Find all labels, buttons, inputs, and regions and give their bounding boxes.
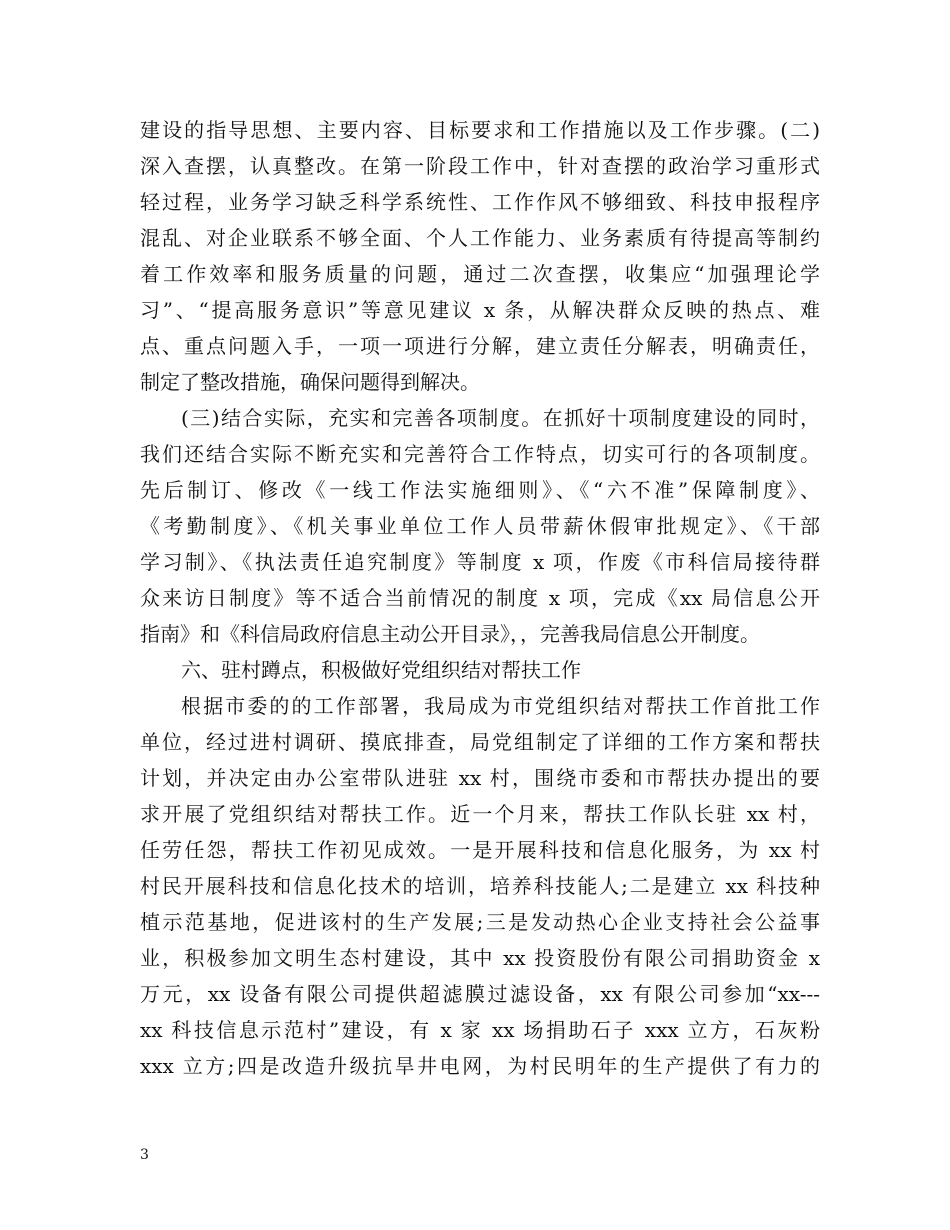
text-line: 深入查摆，认真整改。在第一阶段工作中，针对查摆的政治学习重形式 <box>140 154 820 178</box>
text-line: xx 科技信息示范村”建设，有 x 家 xx 场捐助石子 xxx 立方，石灰粉 <box>140 1018 820 1042</box>
text-line: 任劳任怨，帮扶工作初见成效。一是开展科技和信息化服务，为 xx 村 <box>140 838 820 862</box>
text-line: 点、重点问题入手，一项一项进行分解，建立责任分解表，明确责任， <box>140 334 820 358</box>
text-line: 单位，经过进村调研、摸底排查，局党组制定了详细的工作方案和帮扶 <box>140 730 820 754</box>
text-line: 植示范基地，促进该村的生产发展;三是发动热心企业支持社会公益事 <box>140 910 820 934</box>
text-line: 村民开展科技和信息化技术的培训，培养科技能人;二是建立 xx 科技种 <box>140 874 820 898</box>
text-line: 我们还结合实际不断充实和完善符合工作特点，切实可行的各项制度。 <box>140 442 820 466</box>
text-line: 先后制订、修改《一线工作法实施细则》、《“六不准”保障制度》、 <box>140 478 820 502</box>
text-line: 计划，并决定由办公室带队进驻 xx 村，围绕市委和市帮扶办提出的要 <box>140 766 820 790</box>
text-line: 轻过程，业务学习缺乏科学系统性、工作作风不够细致、科技申报程序 <box>140 190 820 214</box>
text-line: 学习制》、《执法责任追究制度》等制度 x 项，作废《市科信局接待群 <box>140 550 820 574</box>
paragraph-start: (三)结合实际，充实和完善各项制度。在抓好十项制度建设的同时， <box>181 406 820 430</box>
text-line: xxx 立方;四是改造升级抗旱井电网，为村民明年的生产提供了有力的 <box>140 1054 820 1078</box>
text-line: 制定了整改措施，确保问题得到解决。 <box>140 370 480 394</box>
text-line: 《考勤制度》、《机关事业单位工作人员带薪休假审批规定》、《干部 <box>140 514 820 538</box>
paragraph-start: 根据市委的的工作部署，我局成为市党组织结对帮扶工作首批工作 <box>181 694 820 718</box>
text-line: 习”、“提高服务意识”等意见建议 x 条，从解决群众反映的热点、难 <box>140 298 820 322</box>
page-number: 3 <box>140 1147 149 1163</box>
text-line: 着工作效率和服务质量的问题，通过二次查摆，收集应“加强理论学 <box>140 262 820 286</box>
text-line: 求开展了党组织结对帮扶工作。近一个月来，帮扶工作队长驻 xx 村， <box>140 802 820 826</box>
text-line: 业，积极参加文明生态村建设，其中 xx 投资股份有限公司捐助资金 x <box>140 946 820 970</box>
text-line: 万元，xx 设备有限公司提供超滤膜过滤设备，xx 有限公司参加“xx--- <box>140 982 820 1006</box>
text-line: 建设的指导思想、主要内容、目标要求和工作措施以及工作步骤。(二) <box>140 118 820 142</box>
text-line: 众来访日制度》等不适合当前情况的制度 x 项，完成《xx 局信息公开 <box>140 586 820 610</box>
text-line: 混乱、对企业联系不够全面、个人工作能力、业务素质有待提高等制约 <box>140 226 820 250</box>
section-heading: 六、驻村蹲点，积极做好党组织结对帮扶工作 <box>181 658 581 682</box>
text-line: 指南》和《科信局政府信息主动公开目录》，，完善我局信息公开制度。 <box>140 622 760 646</box>
